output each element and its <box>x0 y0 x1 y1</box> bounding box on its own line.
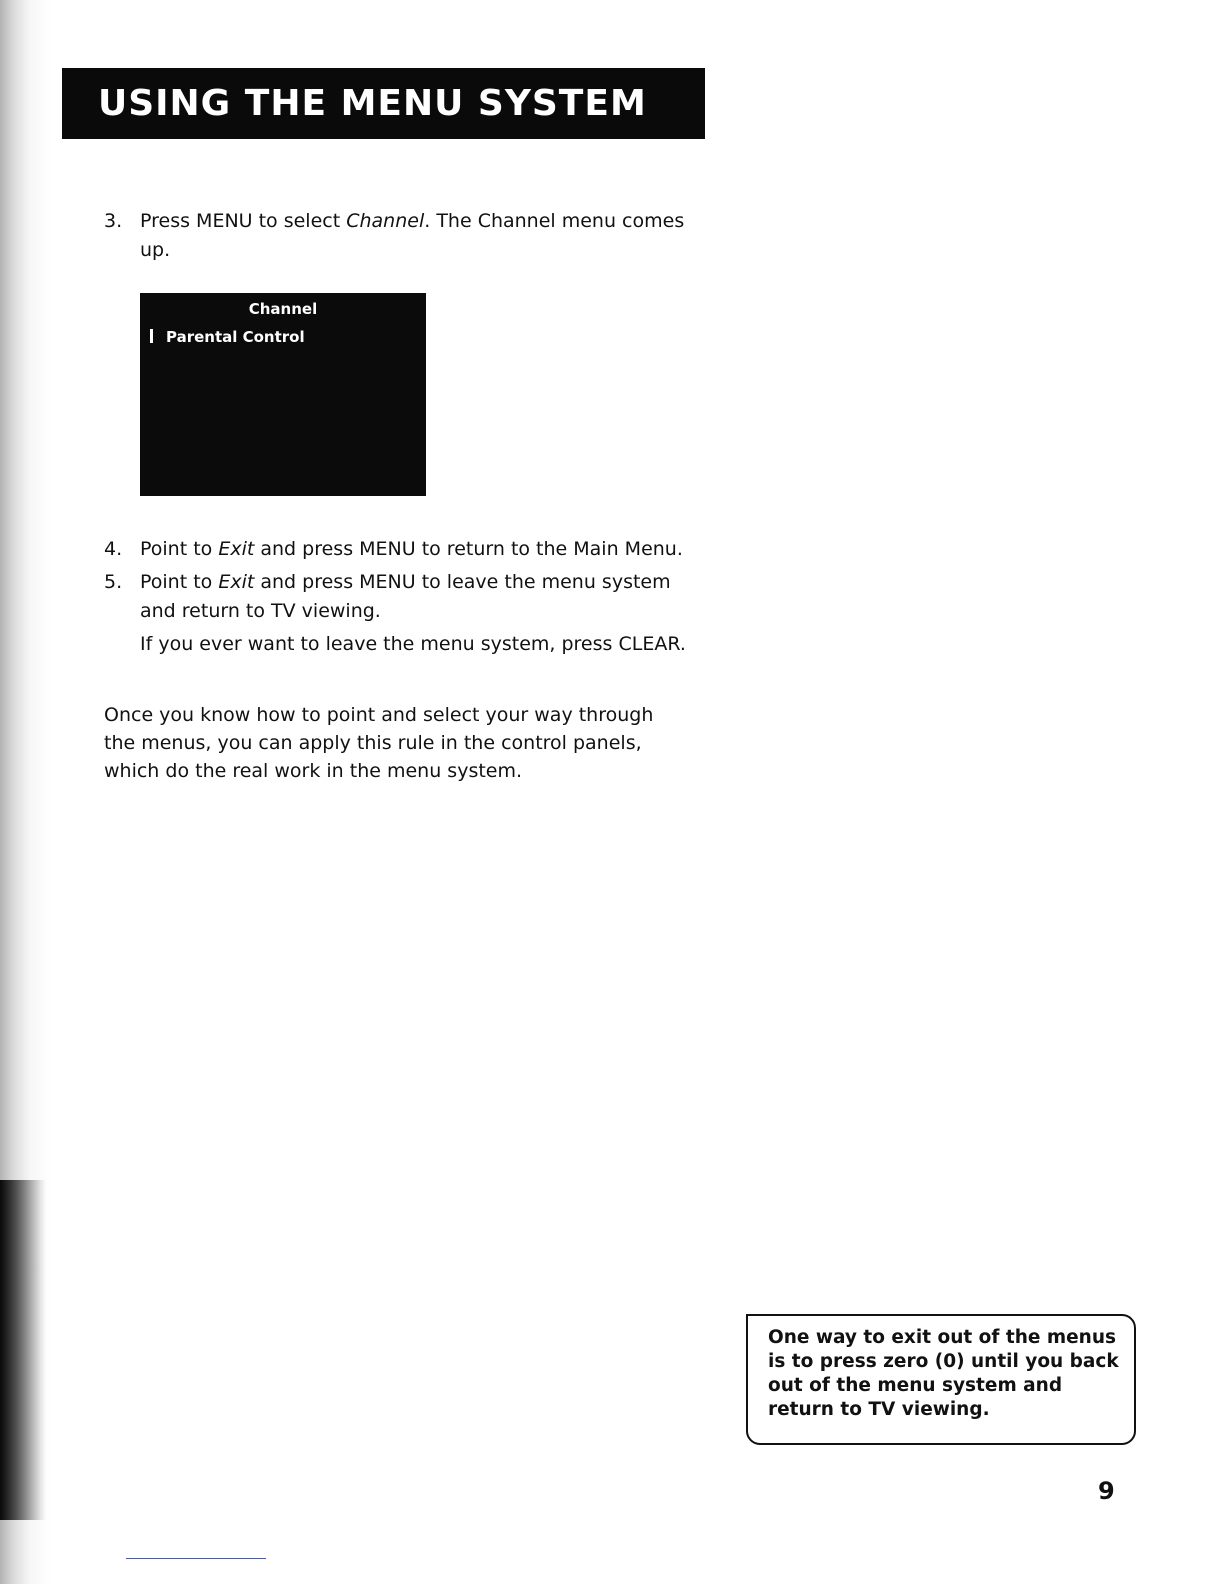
tv-menu-screen <box>140 293 426 496</box>
tv-menu-item-parental-control: Parental Control <box>150 327 305 347</box>
footer-rule <box>126 1558 266 1559</box>
step-text: Press MENU to select Channel. The Channel menu comes up. <box>140 210 685 261</box>
menu-pointer-icon <box>150 329 153 343</box>
page-title: USING THE MENU SYSTEM <box>62 68 705 139</box>
tip-box: One way to exit out of the menus is to press zero (0) until you back out of the menu system and return to TV viewing. <box>746 1314 1136 1445</box>
step-emphasis: Exit <box>218 538 255 560</box>
step-number: 3. <box>104 210 123 232</box>
step-emphasis: Channel <box>346 210 425 232</box>
tv-menu-title: Channel <box>248 300 318 318</box>
body-paragraph: Once you know how to point and select your way through the menus, you can apply this rule in the control panels, which do the real work in the menu system. <box>104 704 654 782</box>
step-text: Point to Exit and press MENU to leave the menu system and return to TV viewing. <box>140 571 671 622</box>
scan-edge-shadow-dark <box>0 1180 46 1520</box>
step-text: Point to Exit and press MENU to return to the Main Menu. <box>140 538 683 560</box>
clear-note: If you ever want to leave the menu system, press CLEAR. <box>140 633 686 655</box>
step-number: 5. <box>104 571 123 593</box>
page-number: 9 <box>1098 1477 1115 1505</box>
step-emphasis: Exit <box>218 571 255 593</box>
step-number: 4. <box>104 538 123 560</box>
